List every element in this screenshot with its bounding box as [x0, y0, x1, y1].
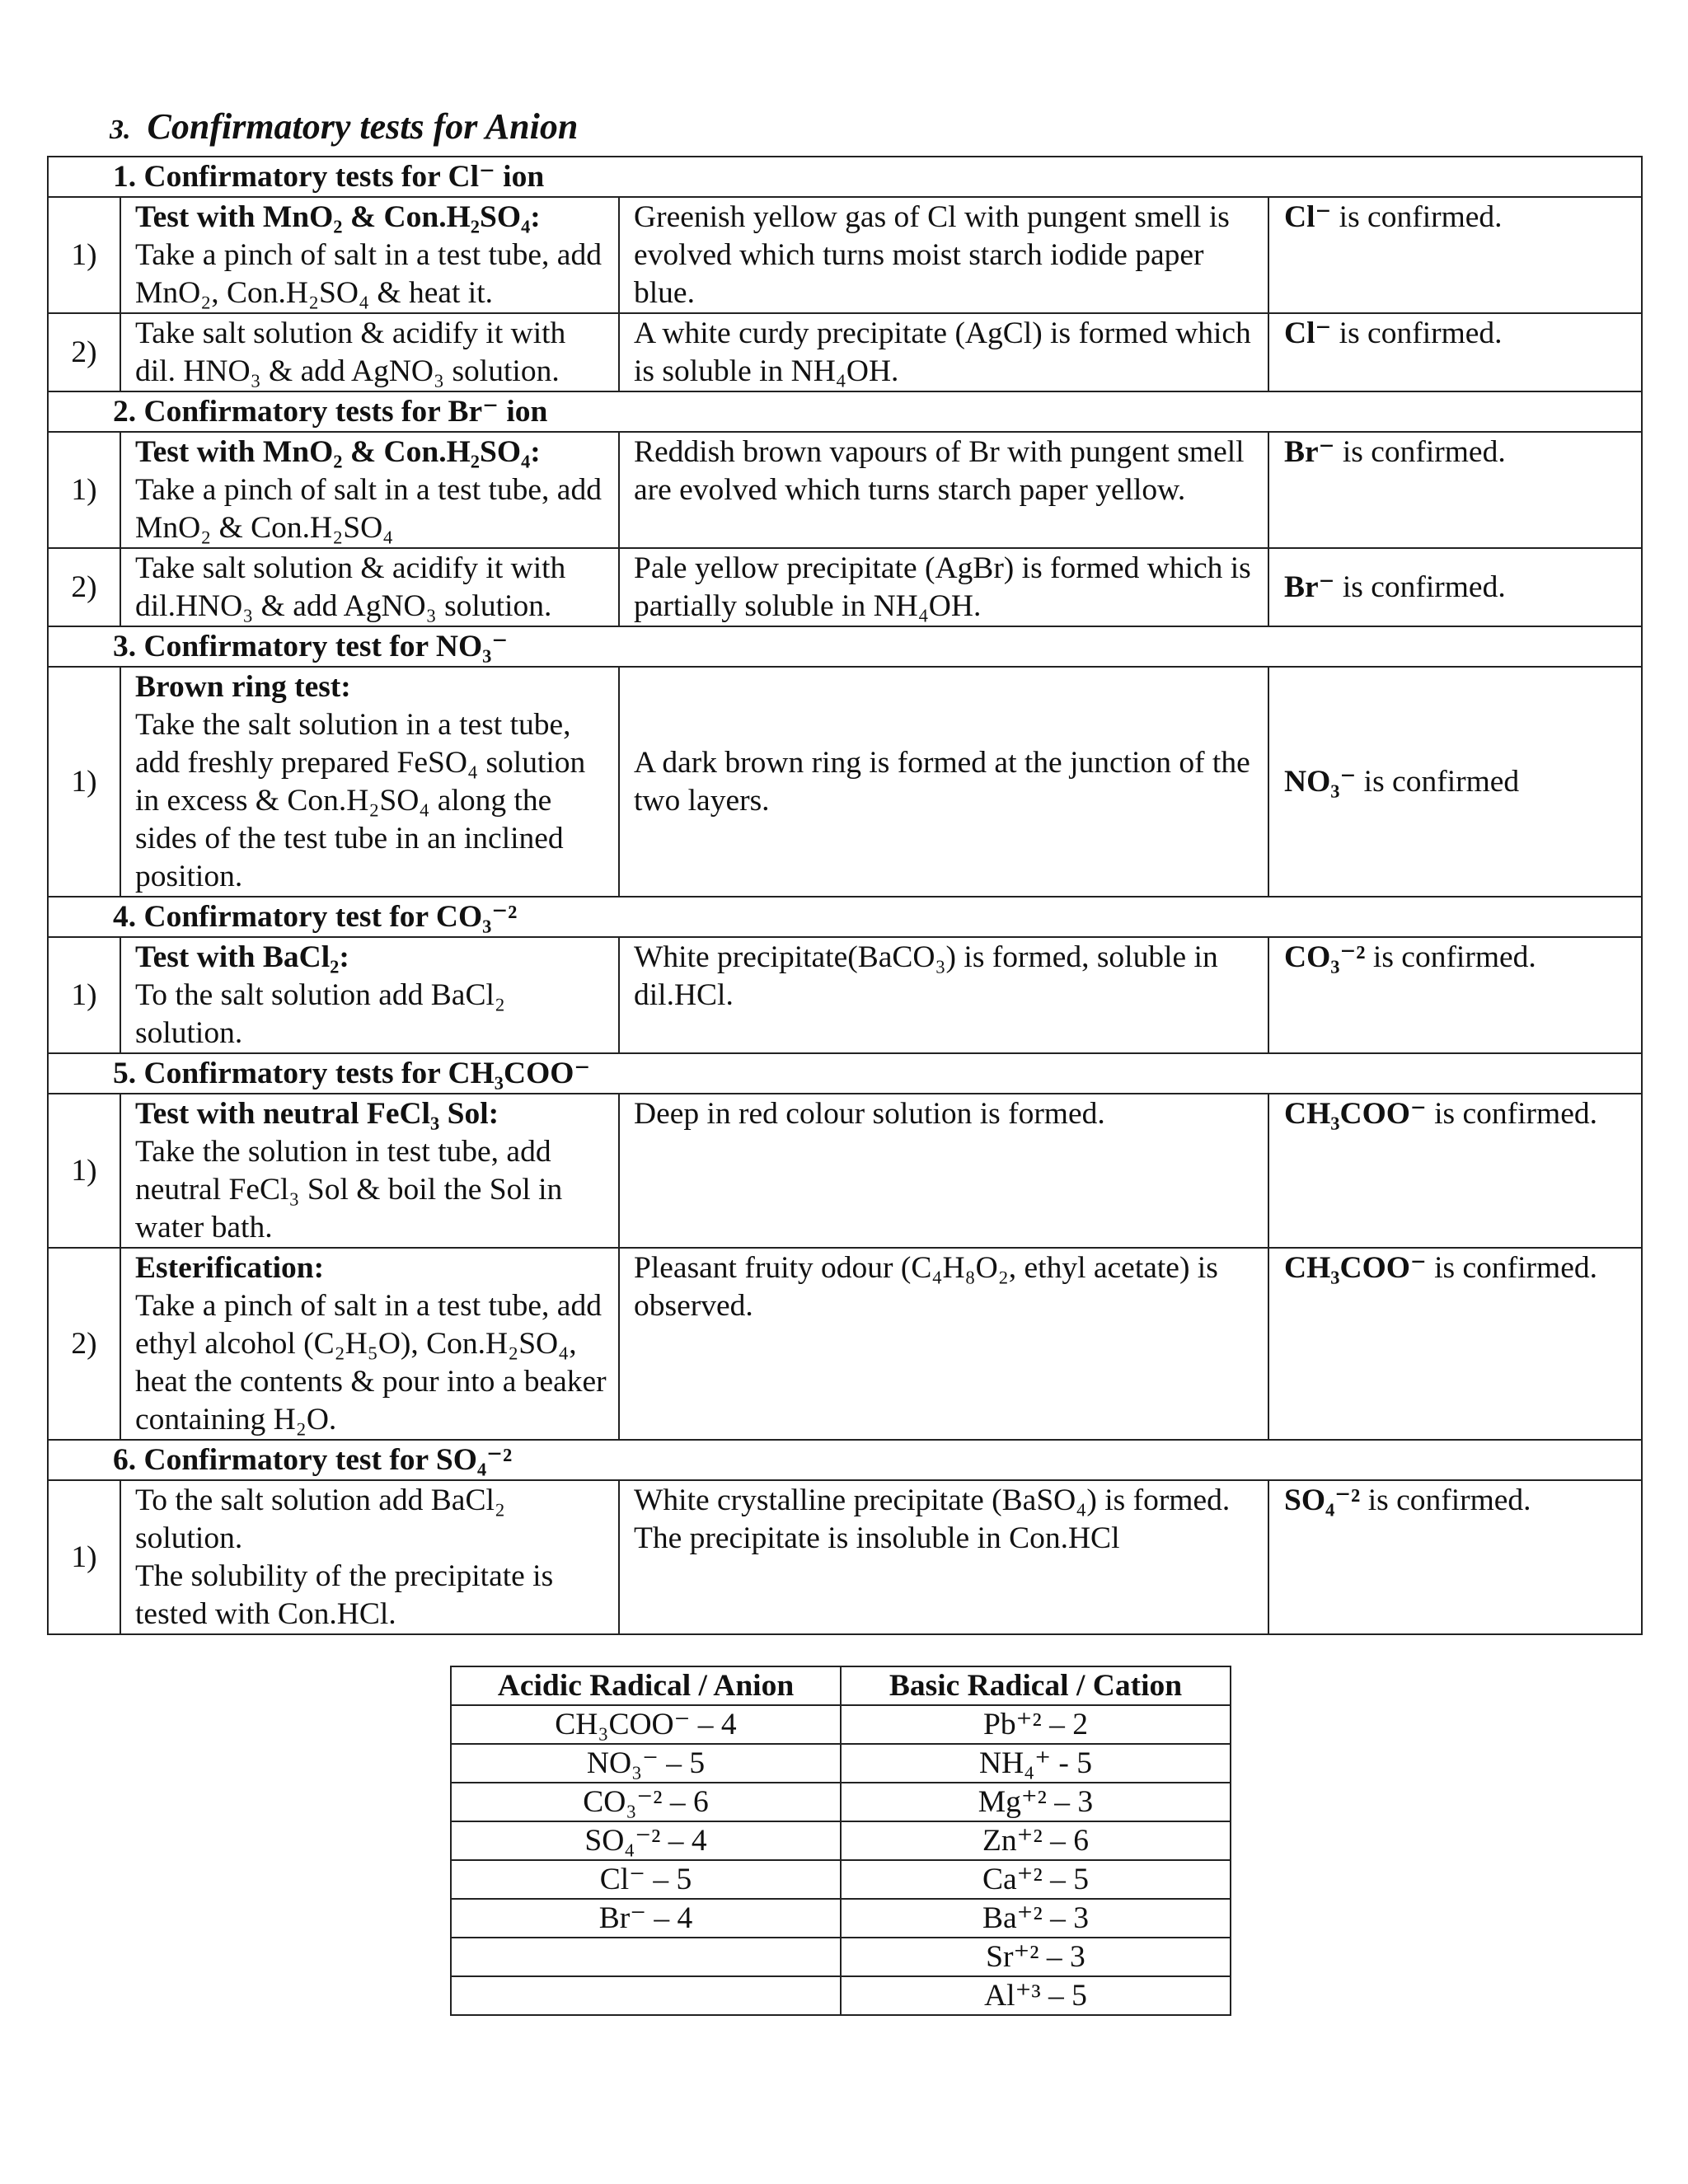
- ion: Br⁻: [1284, 570, 1335, 604]
- inference-text: is confirmed.: [1334, 435, 1506, 469]
- cation-cell: Ca⁺² – 5: [841, 1860, 1231, 1899]
- ion: SO₄⁻²: [1284, 1483, 1361, 1517]
- summary-row: [451, 1938, 1231, 1976]
- experiment-cell: Take salt solution & acidify it with dil.HNO₃ & add AgNO₃ solution.: [120, 548, 619, 626]
- ion: Br⁻: [1284, 435, 1335, 469]
- anion-cell: Cl⁻ – 5: [451, 1860, 841, 1899]
- experiment-cell: [120, 197, 619, 313]
- inference-cell: [1268, 937, 1642, 1053]
- experiment-title: Test with BaCl₂:: [135, 940, 349, 974]
- row-index: 2): [48, 1248, 120, 1440]
- observation-cell: Greenish yellow gas of Cl with pungent smell is evolved which turns moist starch iodide paper blue.: [619, 197, 1268, 313]
- experiment-text-2: The solubility of the precipitate is tested with Con.HCl.: [135, 1559, 554, 1631]
- experiment-text: Take a pinch of salt in a test tube, add MnO₂ & Con.H₂SO₄: [135, 473, 602, 545]
- observation-text: White crystalline precipitate (BaSO₄) is formed.: [634, 1483, 1231, 1517]
- experiment-text: Take a pinch of salt in a test tube, add ethyl alcohol (C₂H₅O), Con.H₂SO₄, heat the contents & pour into a beaker containing H₂O.: [135, 1289, 607, 1436]
- summary-row: [451, 1783, 1231, 1821]
- section-header-row: [48, 897, 1642, 937]
- observation-cell: [619, 1480, 1268, 1634]
- inference-text: is confirmed.: [1426, 1251, 1597, 1285]
- experiment-text: Take the solution in test tube, add neutral FeCl₃ Sol & boil the Sol in water bath.: [135, 1135, 563, 1244]
- heading-number: 3.: [110, 115, 131, 145]
- experiment-title: Test with MnO₂ & Con.H₂SO₄:: [135, 435, 541, 469]
- inference-cell: [1268, 197, 1642, 313]
- inference-cell: [1268, 667, 1642, 897]
- experiment-cell: [120, 667, 619, 897]
- observation-cell: Pale yellow precipitate (AgBr) is formed which is partially soluble in NH₄OH.: [619, 548, 1268, 626]
- observation-cell: A dark brown ring is formed at the junction of the two layers.: [619, 667, 1268, 897]
- summary-row: [451, 1976, 1231, 2015]
- cation-cell: Sr⁺² – 3: [841, 1938, 1231, 1976]
- inference-text: is confirmed.: [1365, 940, 1536, 974]
- inference-cell: [1268, 313, 1642, 391]
- observation-text-2: The precipitate is insoluble in Con.HCl: [634, 1521, 1120, 1555]
- experiment-title: Esterification:: [135, 1251, 325, 1285]
- experiment-title: Test with MnO₂ & Con.H₂SO₄:: [135, 200, 541, 234]
- test-row: [48, 1094, 1642, 1248]
- test-row: [48, 937, 1642, 1053]
- ion: NO₃⁻: [1284, 765, 1357, 799]
- observation-cell: Reddish brown vapours of Br with pungent smell are evolved which turns starch paper yellow.: [619, 432, 1268, 548]
- section-header-row: [48, 1053, 1642, 1094]
- inference-cell: [1268, 1094, 1642, 1248]
- section-title: 4. Confirmatory test for CO₃⁻²: [48, 897, 1642, 937]
- section-title: 5. Confirmatory tests for CH₃COO⁻: [48, 1053, 1642, 1094]
- anion-cell: CO₃⁻² – 6: [451, 1783, 841, 1821]
- anion-column-header: Acidic Radical / Anion: [451, 1666, 841, 1705]
- page-heading: [110, 105, 578, 148]
- cation-cell: Al⁺³ – 5: [841, 1976, 1231, 2015]
- row-index: 1): [48, 667, 120, 897]
- summary-row: [451, 1705, 1231, 1744]
- observation-cell: Deep in red colour solution is formed.: [619, 1094, 1268, 1248]
- heading-title: Confirmatory tests for Anion: [147, 106, 579, 147]
- anion-cell: Br⁻ – 4: [451, 1899, 841, 1938]
- section-title: 2. Confirmatory tests for Br⁻ ion: [48, 391, 1642, 432]
- anion-cell: NO₃⁻ – 5: [451, 1744, 841, 1783]
- experiment-text: Take the salt solution in a test tube, add freshly prepared FeSO₄ solution in excess & Con.H₂SO₄ along the sides of the test tube in an inclined position.: [135, 708, 586, 893]
- inference-text: is confirmed: [1356, 765, 1520, 799]
- inference-text: is confirmed.: [1331, 200, 1503, 234]
- section-header-row: [48, 1440, 1642, 1480]
- summary-row: [451, 1744, 1231, 1783]
- row-index: 1): [48, 197, 120, 313]
- experiment-cell: [120, 1248, 619, 1440]
- test-row: [48, 197, 1642, 313]
- summary-row: [451, 1899, 1231, 1938]
- inference-cell: [1268, 432, 1642, 548]
- inference-text: is confirmed.: [1331, 316, 1503, 350]
- cation-cell: NH₄⁺ - 5: [841, 1744, 1231, 1783]
- test-row: [48, 432, 1642, 548]
- section-title: 6. Confirmatory test for SO₄⁻²: [48, 1440, 1642, 1480]
- row-index: 2): [48, 548, 120, 626]
- experiment-text: To the salt solution add BaCl₂ solution.: [135, 978, 505, 1050]
- ion: Cl⁻: [1284, 200, 1332, 234]
- summary-row: [451, 1821, 1231, 1860]
- section-title: 3. Confirmatory test for NO₃⁻: [48, 626, 1642, 667]
- experiment-cell: [120, 432, 619, 548]
- experiment-text: To the salt solution add BaCl₂ solution.: [135, 1483, 505, 1555]
- summary-header-row: [451, 1666, 1231, 1705]
- inference-text: is confirmed.: [1360, 1483, 1531, 1517]
- section-header-row: [48, 626, 1642, 667]
- observation-cell: Pleasant fruity odour (C₄H₈O₂, ethyl acetate) is observed.: [619, 1248, 1268, 1440]
- ion: CH₃COO⁻: [1284, 1097, 1427, 1131]
- ion: CH₃COO⁻: [1284, 1251, 1427, 1285]
- test-row: [48, 313, 1642, 391]
- experiment-text: Take a pinch of salt in a test tube, add MnO₂, Con.H₂SO₄ & heat it.: [135, 238, 602, 310]
- row-index: 1): [48, 1480, 120, 1634]
- cation-cell: Ba⁺² – 3: [841, 1899, 1231, 1938]
- test-row: [48, 667, 1642, 897]
- row-index: 1): [48, 1094, 120, 1248]
- anion-cell: [451, 1976, 841, 2015]
- section-header-row: [48, 391, 1642, 432]
- inference-text: is confirmed.: [1426, 1097, 1597, 1131]
- experiment-title: Brown ring test:: [135, 670, 351, 704]
- experiment-cell: Take salt solution & acidify it with dil. HNO₃ & add AgNO₃ solution.: [120, 313, 619, 391]
- experiment-cell: [120, 1094, 619, 1248]
- cation-cell: Pb⁺² – 2: [841, 1705, 1231, 1744]
- cation-column-header: Basic Radical / Cation: [841, 1666, 1231, 1705]
- anion-cell: [451, 1938, 841, 1976]
- summary-row: [451, 1860, 1231, 1899]
- confirmatory-tests-table: [47, 156, 1643, 1635]
- observation-cell: A white curdy precipitate (AgCl) is formed which is soluble in NH₄OH.: [619, 313, 1268, 391]
- experiment-title: Test with neutral FeCl₃ Sol:: [135, 1097, 499, 1131]
- cation-cell: Mg⁺² – 3: [841, 1783, 1231, 1821]
- anion-cell: SO₄⁻² – 4: [451, 1821, 841, 1860]
- inference-cell: [1268, 1248, 1642, 1440]
- experiment-cell: [120, 1480, 619, 1634]
- observation-cell: White precipitate(BaCO₃) is formed, soluble in dil.HCl.: [619, 937, 1268, 1053]
- ion: Cl⁻: [1284, 316, 1332, 350]
- inference-cell: [1268, 1480, 1642, 1634]
- test-row: [48, 1248, 1642, 1440]
- inference-cell: [1268, 548, 1642, 626]
- inference-text: is confirmed.: [1334, 570, 1506, 604]
- section-header-row: [48, 157, 1642, 197]
- section-title: 1. Confirmatory tests for Cl⁻ ion: [48, 157, 1642, 197]
- cation-cell: Zn⁺² – 6: [841, 1821, 1231, 1860]
- radical-summary-table: [450, 1666, 1231, 2016]
- ion: CO₃⁻²: [1284, 940, 1366, 974]
- test-row: [48, 1480, 1642, 1634]
- row-index: 1): [48, 432, 120, 548]
- anion-cell: CH₃COO⁻ – 4: [451, 1705, 841, 1744]
- experiment-cell: [120, 937, 619, 1053]
- row-index: 2): [48, 313, 120, 391]
- row-index: 1): [48, 937, 120, 1053]
- test-row: [48, 548, 1642, 626]
